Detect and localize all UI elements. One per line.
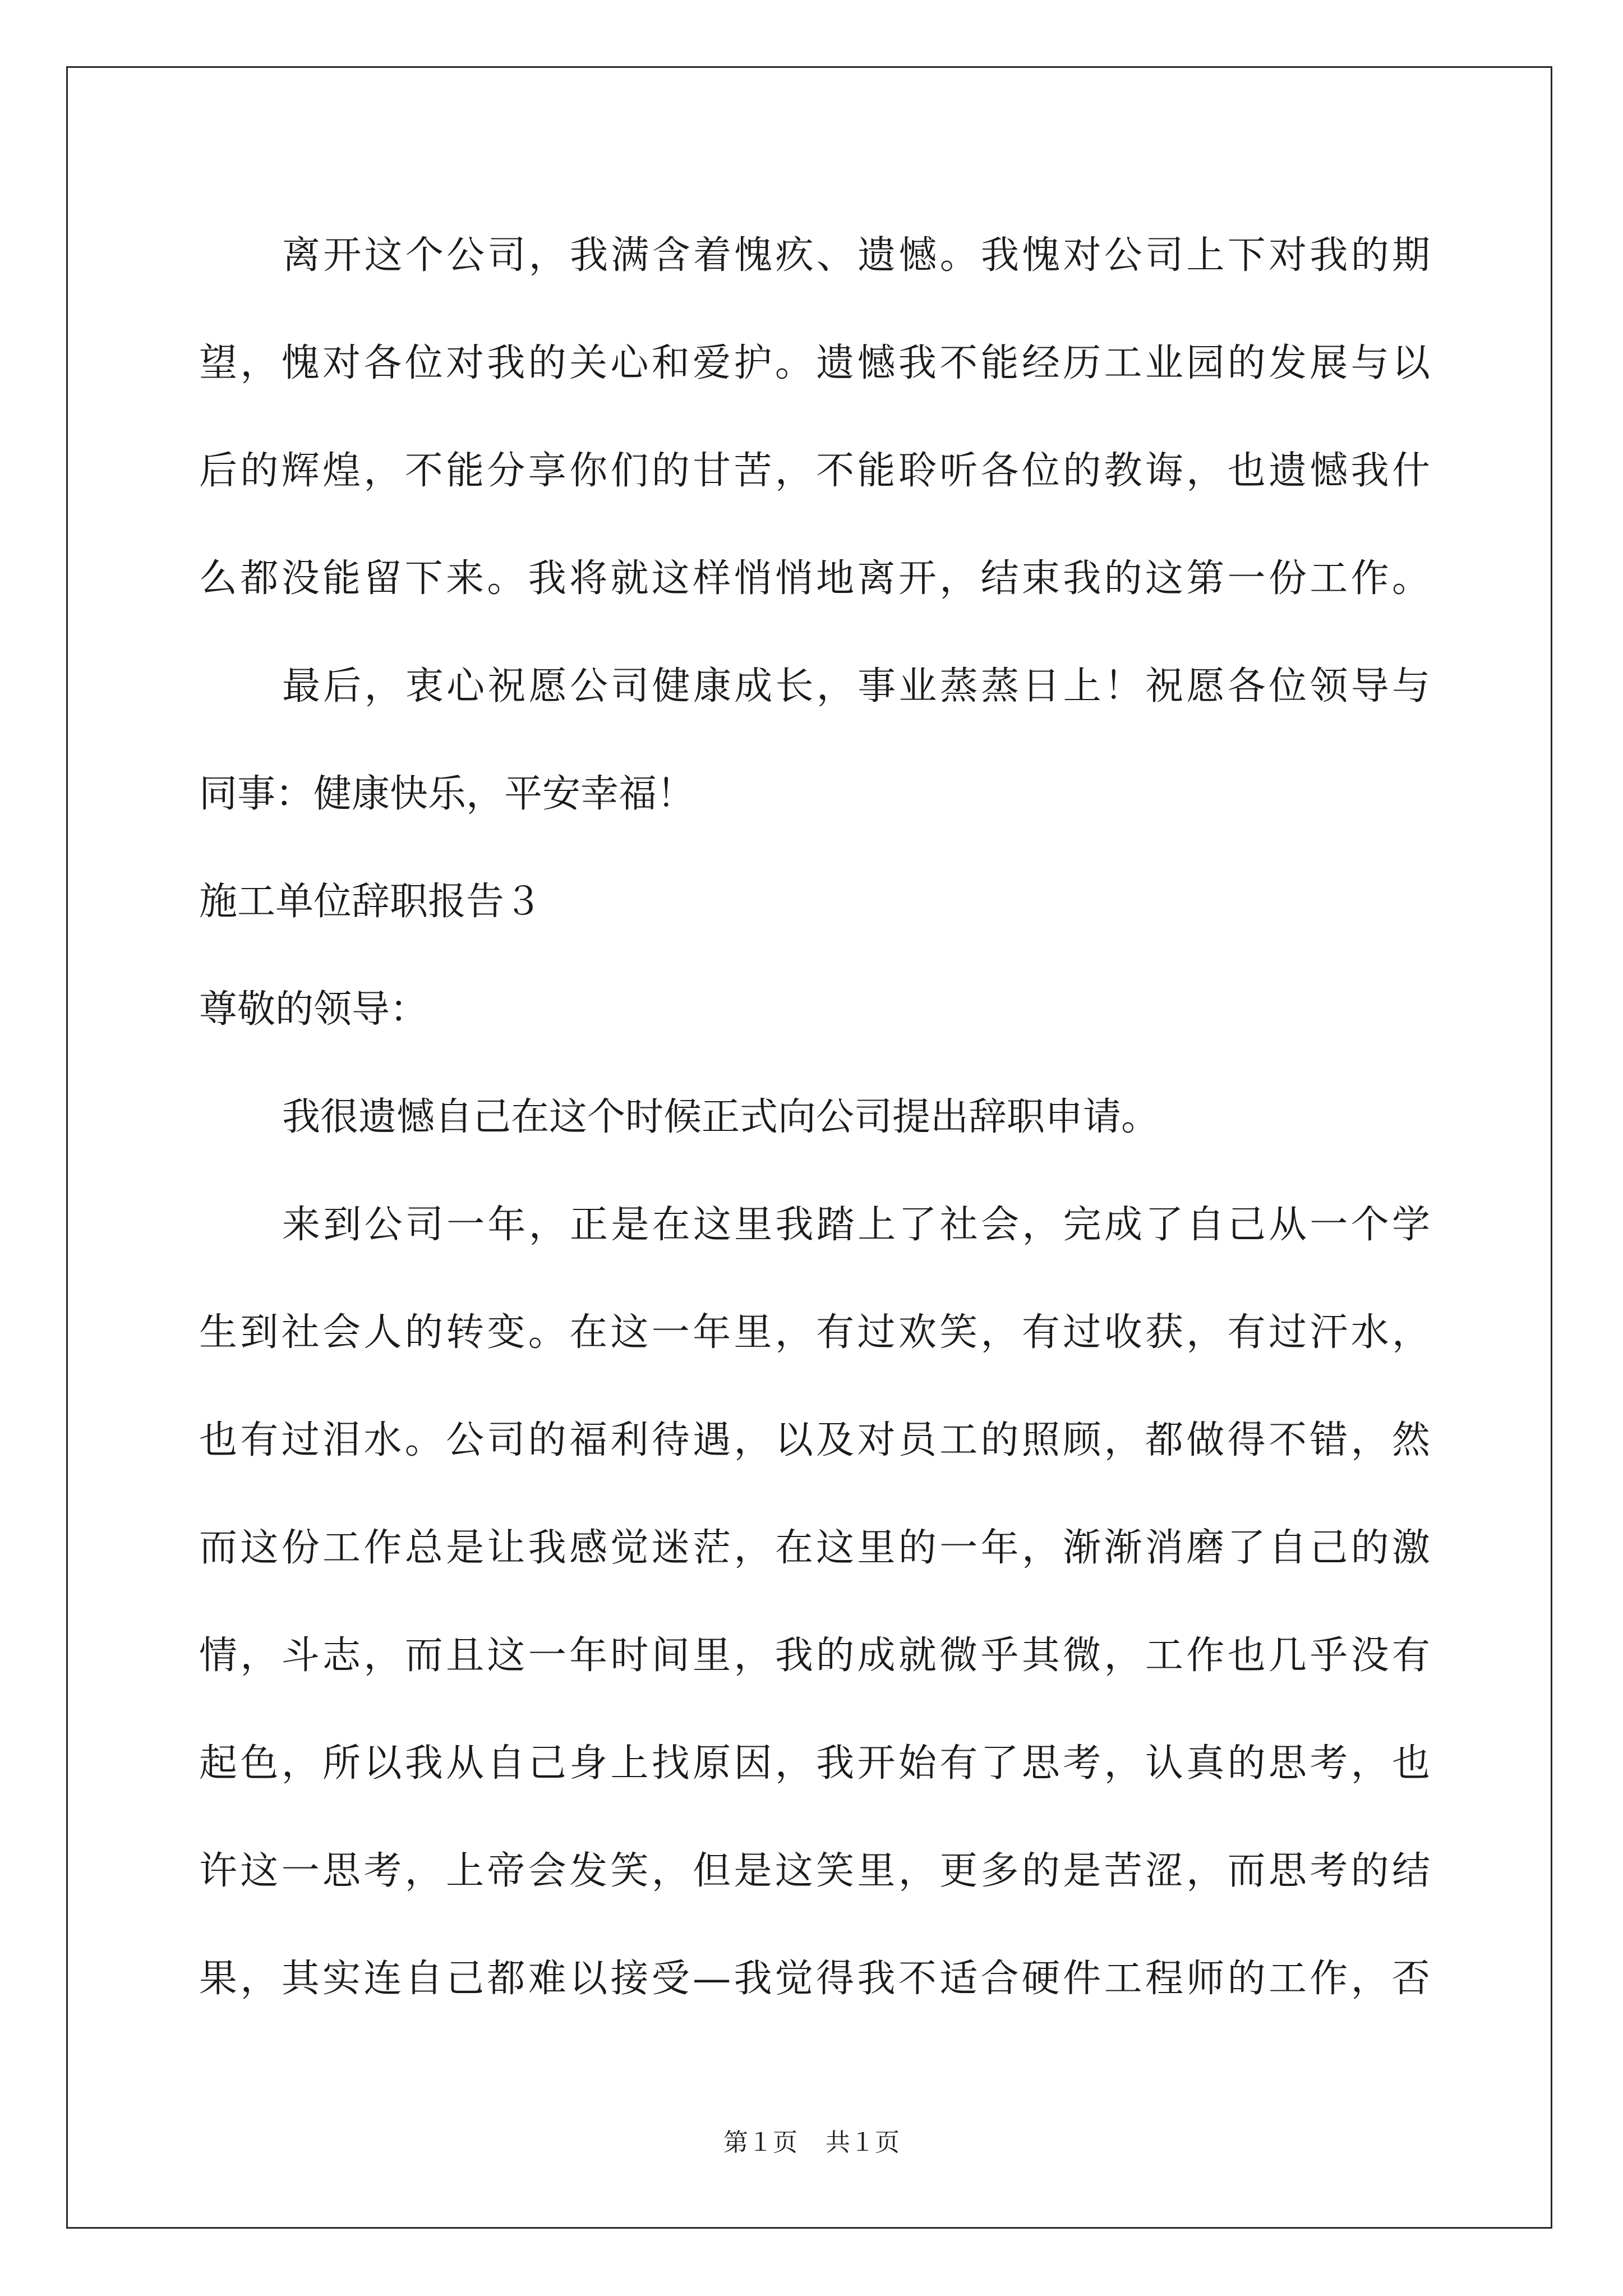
salutation: 尊敬的领导：	[199, 987, 428, 1032]
page-number: 第１页	[723, 2128, 797, 2157]
paragraph-line: 后的辉煌，不能分享你们的甘苦，不能聆听各位的教诲，也遗憾我什	[199, 449, 1430, 493]
paragraph-line: 我很遗憾自己在这个时候正式向公司提出辞职申请。	[282, 1095, 1160, 1139]
paragraph-line: 来到公司一年，正是在这里我踏上了社会，完成了自己从一个学	[282, 1203, 1430, 1247]
page-total: 共１页	[826, 2128, 900, 2157]
paragraph-line: 也有过泪水。公司的福利待遇，以及对员工的照顾，都做得不错，然	[199, 1418, 1430, 1462]
paragraph-line: 最后，衷心祝愿公司健康成长，事业蒸蒸日上！祝愿各位领导与	[282, 664, 1430, 708]
paragraph-line: 生到社会人的转变。在这一年里，有过欢笑，有过收获，有过汗水，	[199, 1310, 1430, 1355]
paragraph-line: 离开这个公司，我满含着愧疚、遗憾。我愧对公司上下对我的期	[282, 233, 1430, 278]
paragraph-line: 望，愧对各位对我的关心和爱护。遗憾我不能经历工业园的发展与以	[199, 341, 1430, 385]
page-footer	[0, 2126, 1623, 2160]
paragraph-line: 同事：健康快乐，平安幸福！	[199, 772, 695, 816]
paragraph-line: 果，其实连自己都难以接受—我觉得我不适合硬件工程师的工作，否	[199, 1957, 1430, 2001]
paragraph-line: 而这份工作总是让我感觉迷茫，在这里的一年，渐渐消磨了自己的激	[199, 1526, 1430, 1570]
section-title: 施工单位辞职报告３	[199, 880, 543, 924]
paragraph-line: 许这一思考，上帝会发笑，但是这笑里，更多的是苦涩，而思考的结	[199, 1849, 1430, 1893]
paragraph-line: 情，斗志，而且这一年时间里，我的成就微乎其微，工作也几乎没有	[199, 1634, 1430, 1678]
paragraph-line: 么都没能留下来。我将就这样悄悄地离开，结束我的这第一份工作。	[199, 556, 1430, 601]
document-body	[199, 202, 1430, 2033]
paragraph-line: 起色，所以我从自己身上找原因，我开始有了思考，认真的思考，也	[199, 1741, 1430, 1786]
